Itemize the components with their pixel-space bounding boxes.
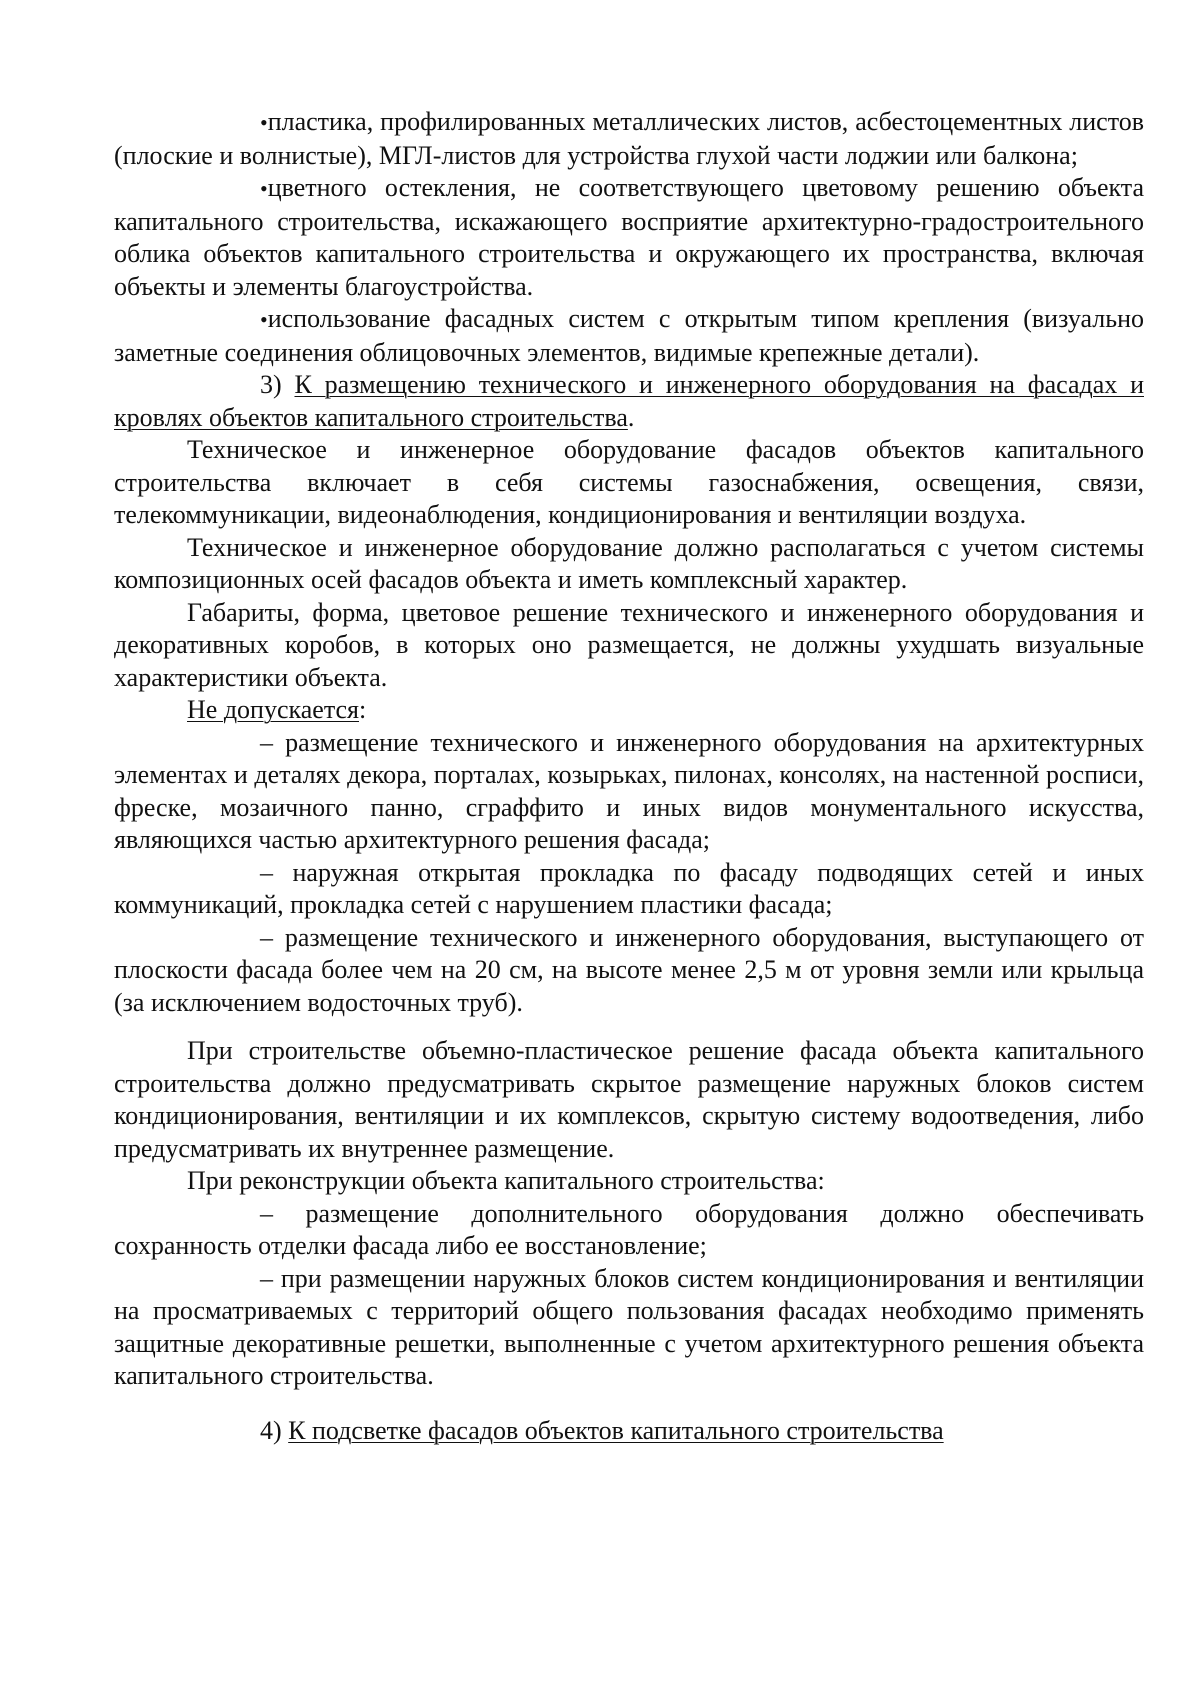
dash-item-open-wiring	[114, 857, 1144, 922]
bullet-marker: •	[260, 307, 268, 332]
section-title: К подсветке фасадов объектов капитального строительства	[288, 1415, 944, 1445]
dash-marker: –	[260, 922, 273, 952]
paragraph-equipment-placement: Техническое и инженерное оборудование должно располагаться с учетом системы композиционных осей фасадов объекта и иметь комплексный характер.	[114, 532, 1144, 594]
section-number: 3)	[260, 370, 282, 399]
not-allowed-text: Не допускается	[187, 695, 359, 724]
dash-marker: –	[260, 857, 273, 887]
paragraph-reconstruction: При реконструкции объекта капитального строительства:	[187, 1166, 825, 1195]
bullet-text: пластика, профилированных металлических листов, асбестоцементных листов (плоские и волнистые), МГЛ-листов для устройства глухой части лоджии или балкона;	[114, 107, 1144, 170]
dash-item-additional-equipment	[114, 1198, 1144, 1263]
dash-item-architectural-elements	[114, 727, 1144, 857]
dash-marker: –	[260, 727, 273, 757]
paragraph-construction: При строительстве объемно-пластическое решение фасада объекта капитального строительства должно предусматривать скрытое размещение наружных блоков систем кондиционирования, вентиляции и их комплексов, скрытую систему водоотведения, либо предусматривать их внутреннее размещение.	[114, 1036, 1144, 1163]
bullet-marker: •	[260, 110, 268, 135]
dash-marker: –	[260, 1198, 273, 1228]
dash-text: размещение технического и инженерного оборудования на архитектурных элементах и деталях декора, порталах, козырьках, пилонах, консолях, на настенной росписи, фреске, мозаичного панно, сграффито и иных видов монументального искусства, являющихся частью архитектурного решения фасада;	[114, 727, 1145, 854]
bullet-text: цветного остекления, не соответствующего цветовому решению объекта капитального строительства, искажающего восприятие архитектурно-градостроительного облика объектов капитального строительства и окружающего их пространства, включая объекты и элементы благоустройства.	[114, 173, 1144, 301]
section-number: 4)	[260, 1415, 282, 1445]
dash-marker: –	[260, 1263, 273, 1293]
dash-item-protruding-equipment	[114, 922, 1144, 1020]
not-allowed-label	[114, 694, 1144, 727]
section-3-heading	[114, 369, 1144, 434]
bullet-text: использование фасадных систем с открытым типом крепления (визуально заметные соединения облицовочных элементов, видимые крепежные детали).	[114, 304, 1144, 367]
dash-item-protective-grilles	[114, 1263, 1144, 1393]
dash-text: наружная открытая прокладка по фасаду подводящих сетей и иных коммуникаций, прокладка сетей с нарушением пластики фасада;	[114, 857, 1145, 919]
dash-text: размещение дополнительного оборудования должно обеспечивать сохранность отделки фасада либо ее восстановление;	[114, 1198, 1145, 1260]
bullet-item-glazing	[114, 172, 1144, 303]
dash-text: при размещении наружных блоков систем кондиционирования и вентиляции на просматриваемых с территорий общего пользования фасадах необходимо применять защитные декоративные решетки, выполненные с учетом архитектурного решения объекта капитального строительства.	[114, 1263, 1145, 1390]
section-title-tail: .	[627, 402, 635, 432]
bullet-item-facade-systems	[114, 303, 1144, 369]
bullet-marker: •	[260, 176, 268, 201]
paragraph-equipment-includes: Техническое и инженерное оборудование фасадов объектов капитального строительства включает в себя системы газоснабжения, освещения, связи, телекоммуникации, видеонаблюдения, кондиционирования и вентиляции воздуха.	[114, 435, 1144, 529]
document-body	[114, 106, 1144, 1447]
bullet-item-plastic	[114, 106, 1144, 172]
section-4-heading	[114, 1415, 1144, 1448]
section-title: К размещению технического и инженерного оборудования на фасадах и кровлях объектов капитального строительства	[114, 370, 1144, 432]
not-allowed-colon: :	[359, 695, 367, 724]
dash-text: размещение технического и инженерного оборудования, выступающего от плоскости фасада более чем на 20 см, на высоте менее 2,5 м от уровня земли или крыльца (за исключением водосточных труб).	[114, 922, 1144, 1017]
paragraph-equipment-dimensions: Габариты, форма, цветовое решение технического и инженерного оборудования и декоративных коробов, в которых оно размещается, не должны ухудшать визуальные характеристики объекта.	[114, 597, 1144, 692]
